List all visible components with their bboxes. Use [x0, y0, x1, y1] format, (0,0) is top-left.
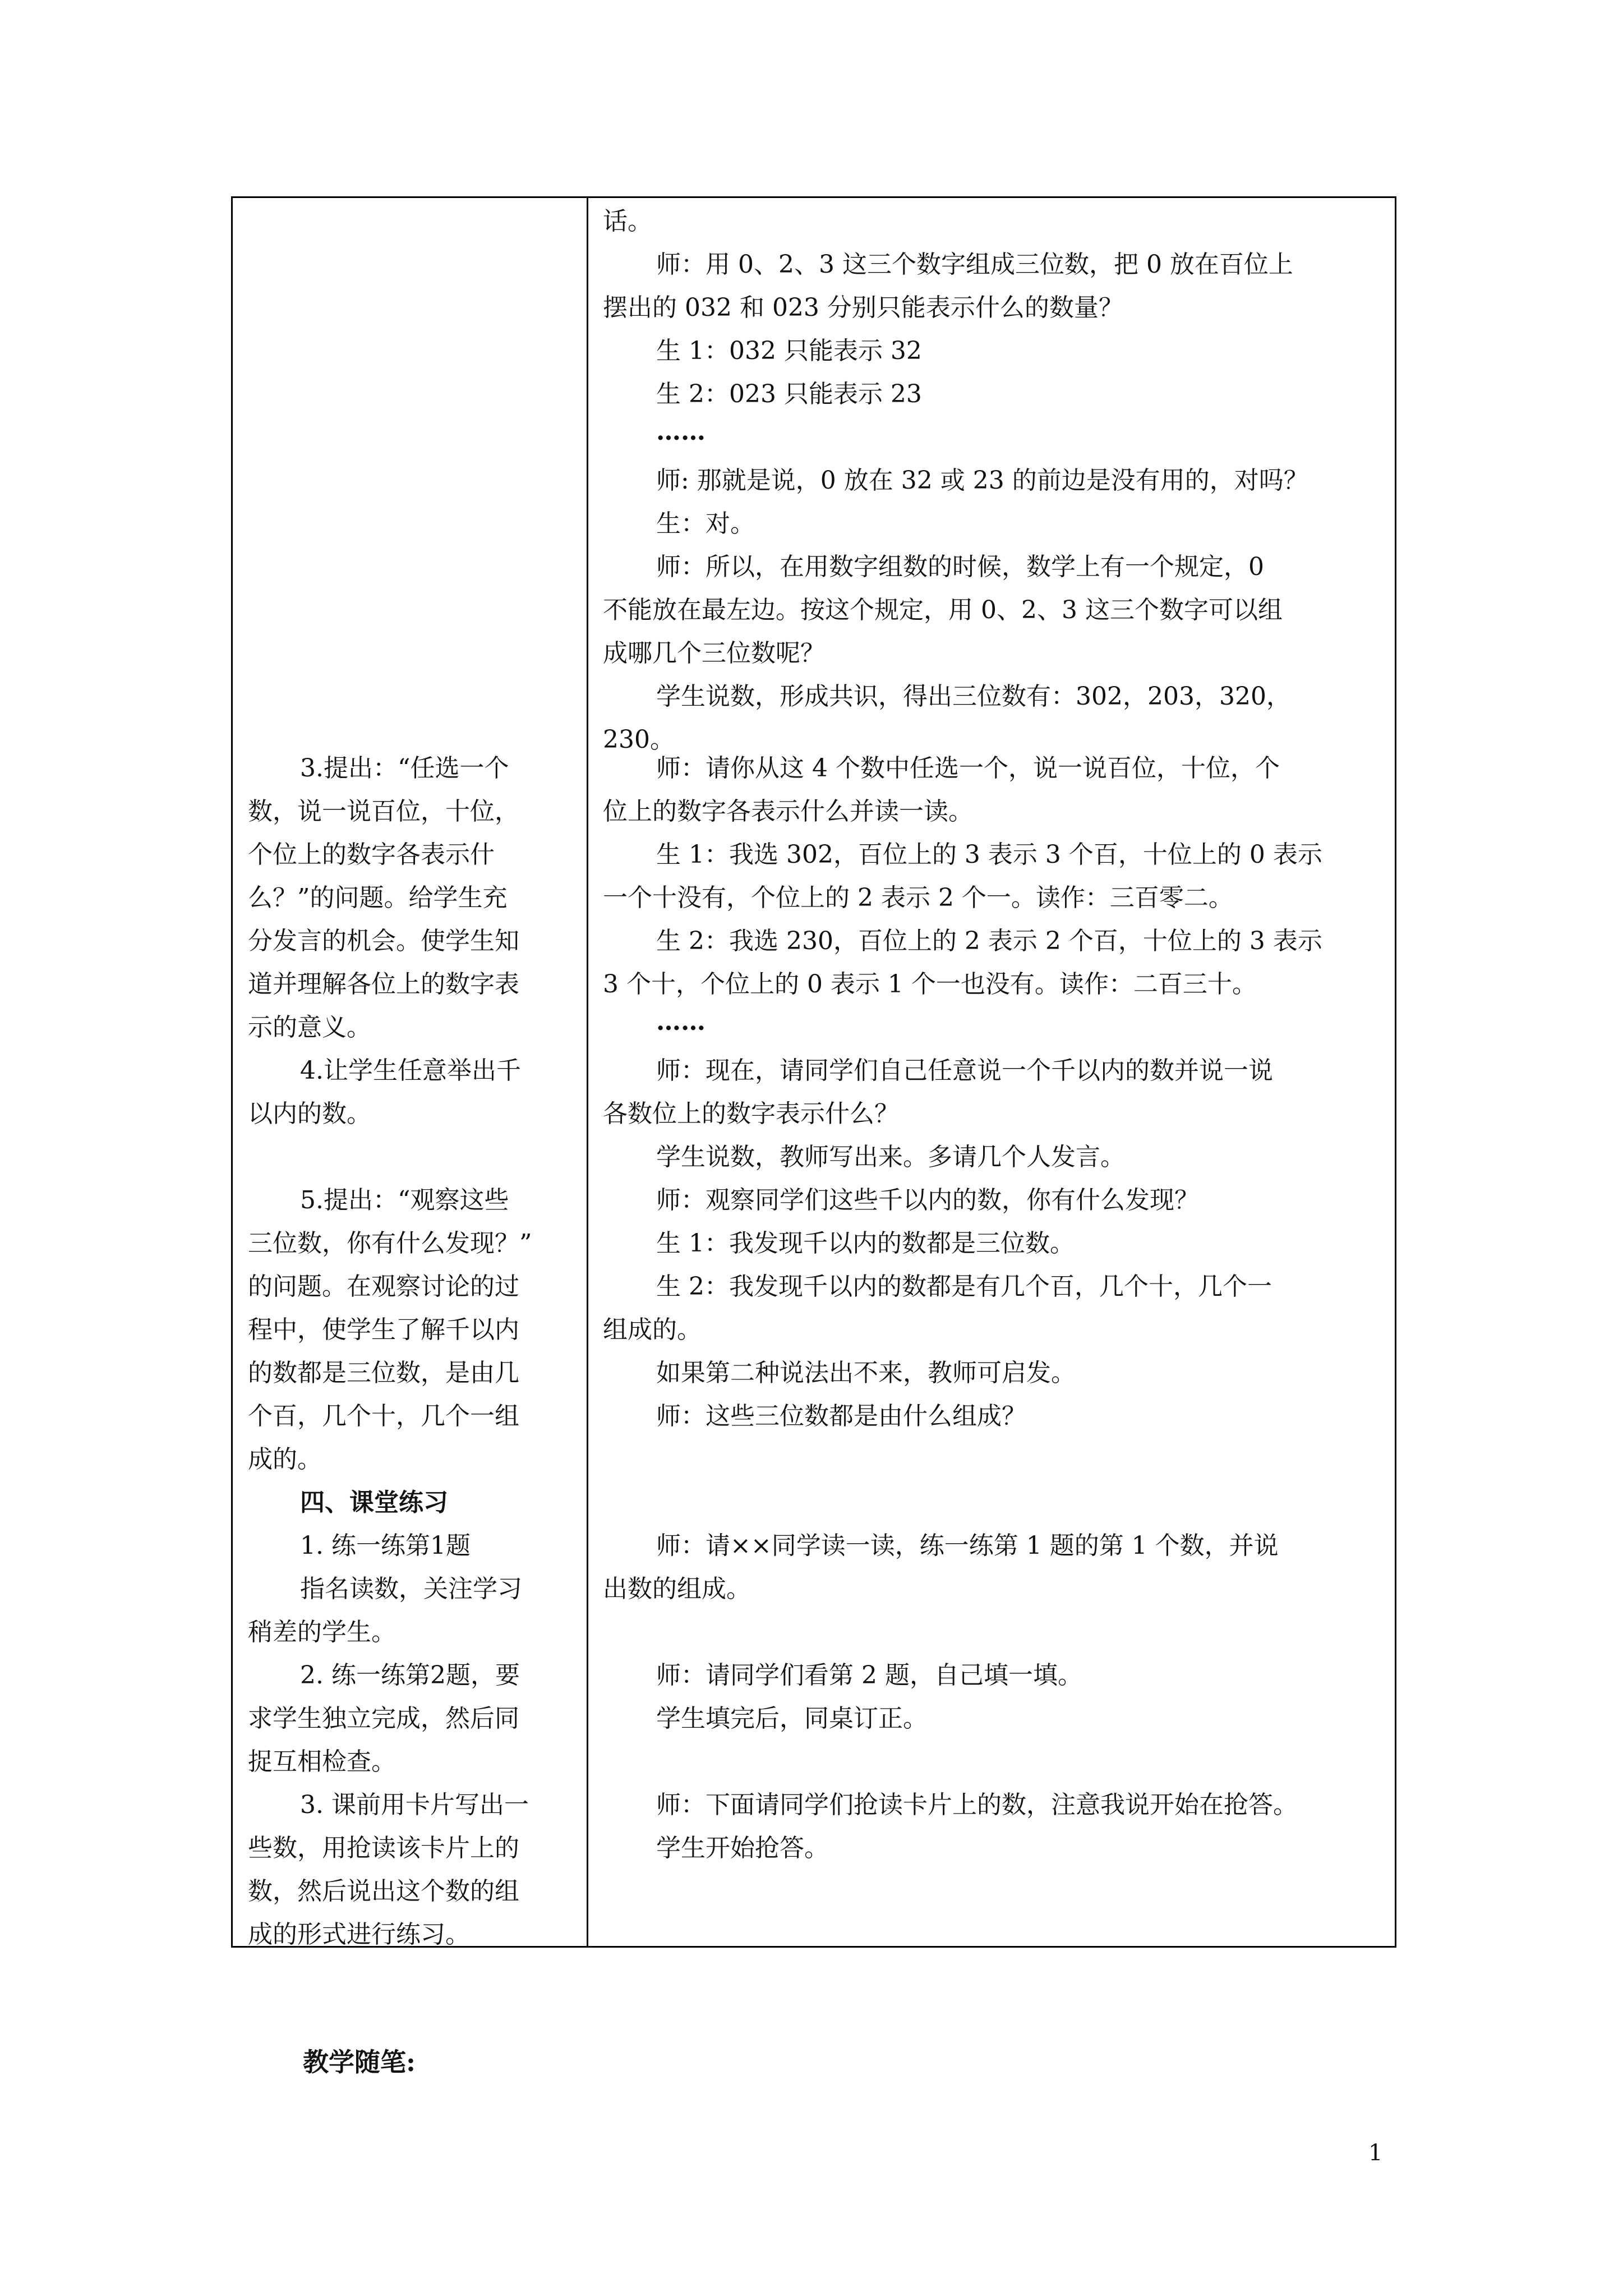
left-line: 1. 练一练第1题 [300, 1531, 471, 1560]
left-line: 5.提出：“观察这些 [300, 1186, 509, 1214]
right-line: 组成的。 [603, 1315, 702, 1344]
right-line: 师: 那就是说，0 放在 32 或 23 的前边是没有用的，对吗？ [656, 466, 1308, 495]
left-line: 个百，几个十，几个一组 [248, 1402, 519, 1430]
right-line: 成哪几个三位数呢？ [603, 639, 825, 668]
left-line: 求学生独立完成，然后同 [248, 1704, 519, 1733]
right-line: 师：下面请同学们抢读卡片上的数，注意我说开始在抢答。 [656, 1791, 1298, 1819]
right-line: 师：现在，请同学们自己任意说一个千以内的数并说一说 [656, 1056, 1273, 1085]
ellipsis: …… [656, 1007, 706, 1036]
left-line: 三位数，你有什么发现？” [248, 1229, 532, 1258]
left-line: 么？”的问题。给学生充 [248, 884, 508, 912]
left-line: 成的形式进行练习。 [248, 1920, 470, 1949]
right-line: 如果第二种说法出不来，教师可启发。 [656, 1359, 1076, 1387]
right-line: 师：这些三位数都是由什么组成？ [656, 1402, 1026, 1430]
left-line: 数，然后说出这个数的组 [248, 1877, 519, 1906]
page-number: 1 [1368, 2140, 1383, 2166]
right-line: 生 1：我发现千以内的数都是三位数。 [656, 1229, 1075, 1258]
right-line: 学生填完后，同桌订正。 [656, 1704, 928, 1733]
left-line: 成的。 [248, 1445, 322, 1474]
left-line: 指名读数，关注学习 [300, 1575, 522, 1603]
right-line: 生 2：023 只能表示 23 [656, 380, 922, 408]
right-line: 各数位上的数字表示什么？ [603, 1099, 899, 1128]
left-line: 数，说一说百位，十位， [248, 797, 519, 826]
left-line: 个位上的数字各表示什 [248, 840, 495, 869]
right-line: 师：用 0、2、3 这三个数字组成三位数，把 0 放在百位上 [656, 250, 1293, 279]
right-line: 学生开始抢答。 [656, 1834, 829, 1862]
left-line: 些数，用抢读该卡片上的 [248, 1834, 519, 1862]
right-line: 师：请同学们看第 2 题，自己填一填。 [656, 1661, 1082, 1690]
right-line: 生 2：我发现千以内的数都是有几个百，几个十，几个一 [656, 1272, 1272, 1301]
left-line: 稍差的学生。 [248, 1618, 396, 1646]
right-line: 230。 [603, 725, 675, 754]
right-line: 师：请××同学读一读，练一练第 1 题的第 1 个数，并说 [656, 1531, 1279, 1560]
left-line: 的数都是三位数，是由几 [248, 1359, 519, 1387]
left-line: 3. 课前用卡片写出一 [300, 1791, 529, 1819]
left-line: 示的意义。 [248, 1013, 371, 1042]
left-line: 3.提出：“任选一个 [300, 754, 509, 783]
right-line: 生 1：我选 302，百位上的 3 表示 3 个百，十位上的 0 表示 [656, 840, 1322, 869]
right-line: 位上的数字各表示什么并读一读。 [603, 797, 973, 826]
right-line: 师：观察同学们这些千以内的数，你有什么发现？ [656, 1186, 1199, 1214]
left-line: 以内的数。 [248, 1099, 371, 1128]
teaching-notes-label: 教学随笔: [303, 2047, 416, 2077]
right-line: 不能放在最左边。按这个规定，用 0、2、3 这三个数字可以组 [603, 596, 1283, 624]
right-line: 出数的组成。 [603, 1575, 751, 1603]
right-line: 生：对。 [656, 509, 755, 538]
left-line: 的问题。在观察讨论的过 [248, 1272, 519, 1301]
right-line: 师：请你从这 4 个数中任选一个，说一说百位，十位，个 [656, 754, 1280, 783]
right-line: 一个十没有，个位上的 2 表示 2 个一。读作：三百零二。 [603, 884, 1233, 912]
left-line: 分发言的机会。使学生知 [248, 927, 519, 955]
left-line: 4.让学生任意举出千 [300, 1056, 521, 1085]
right-line: 学生说数，教师写出来。多请几个人发言。 [656, 1143, 1125, 1171]
right-line: 学生说数，形成共识，得出三位数有：302，203，320， [656, 682, 1291, 711]
left-line: 道并理解各位上的数字表 [248, 970, 519, 999]
right-line: 师：所以，在用数字组数的时候，数学上有一个规定，0 [656, 553, 1264, 581]
right-line: 话。 [603, 207, 652, 236]
right-line: 3 个十，个位上的 0 表示 1 个一也没有。读作：二百三十。 [603, 970, 1257, 999]
left-line: 程中，使学生了解千以内 [248, 1315, 519, 1344]
right-line: 摆出的 032 和 023 分别只能表示什么的数量？ [603, 293, 1123, 322]
left-line: 捉互相检查。 [248, 1747, 396, 1776]
right-line: 生 1：032 只能表示 32 [656, 337, 922, 365]
column-divider [587, 196, 588, 1948]
right-line: 生 2：我选 230，百位上的 2 表示 2 个百，十位上的 3 表示 [656, 927, 1322, 955]
ellipsis: …… [656, 417, 706, 446]
left-line: 2. 练一练第2题，要 [300, 1661, 520, 1690]
section-heading: 四、课堂练习 [300, 1488, 448, 1517]
